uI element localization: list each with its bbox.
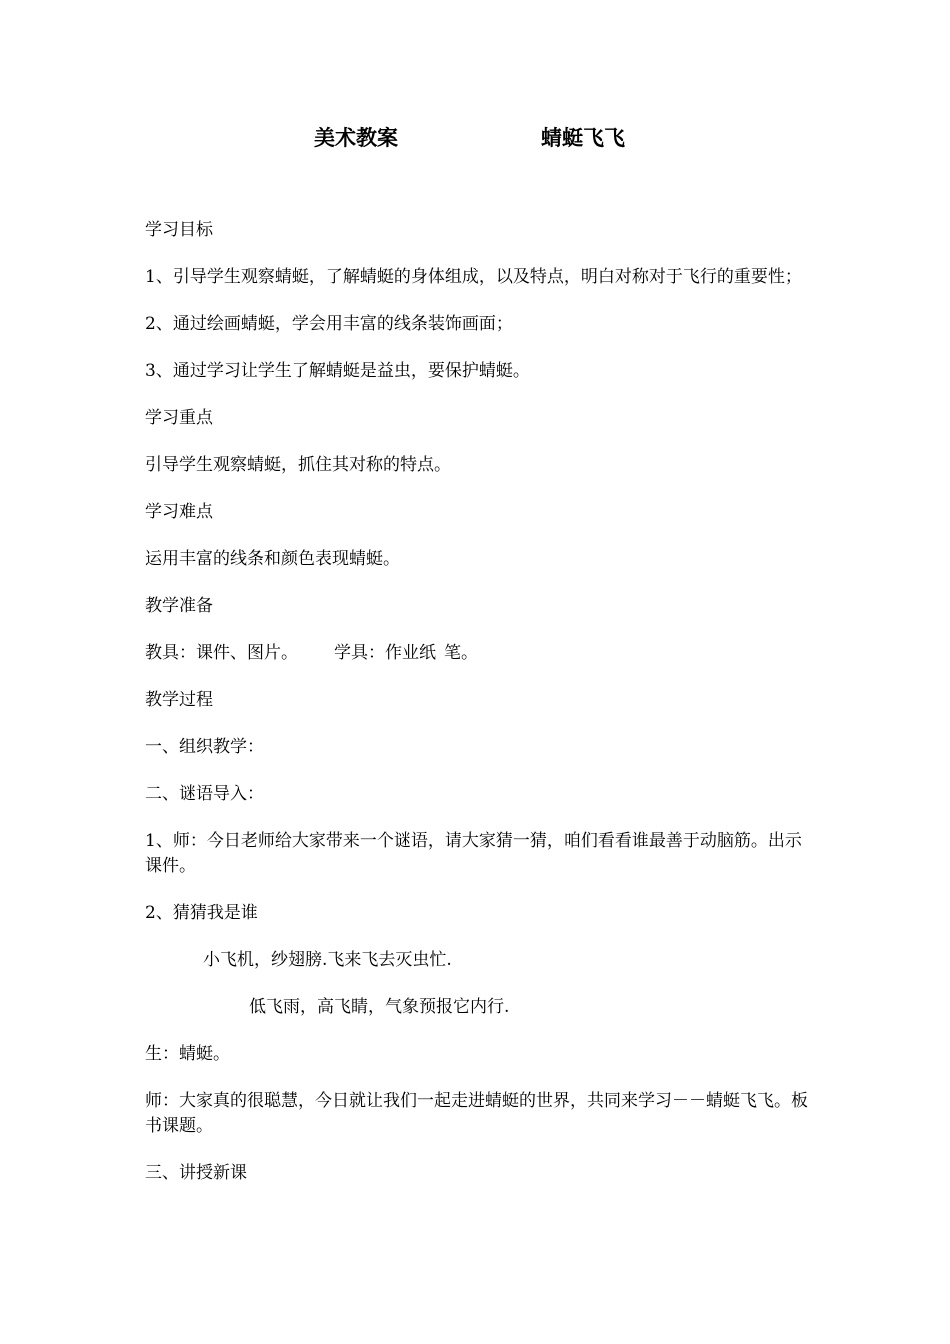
document-body (145, 218, 810, 1208)
heading-preparation: 教学准备 (145, 596, 213, 616)
student-tools: 学具：作业纸 (334, 643, 436, 663)
riddle-line-2: 低飞雨，高飞睛，气象预报它内行. (249, 997, 510, 1017)
heading-process: 教学过程 (145, 690, 213, 710)
heading-learning-goals: 学习目标 (145, 220, 213, 240)
heading-difficulties: 学习难点 (145, 502, 213, 522)
riddle-line-1: 小飞机，纱翅膀.飞来飞去灭虫忙. (203, 950, 452, 970)
difficulties-text: 运用丰富的线条和颜色表现蜻蜓。 (145, 549, 400, 569)
title-lesson-name: 蜻蜓飞飞 (541, 126, 625, 150)
riddle-step-1: 1、师：今日老师给大家带来一个谜语，请大家猜一猜，咱们看看谁最善于动脑筋。出示课件。 (145, 831, 802, 876)
student-answer: 生：蜻蜓。 (145, 1044, 230, 1064)
teacher-tools: 教具：课件、图片。 (145, 643, 298, 663)
student-tools-pen: 笔。 (444, 643, 478, 663)
title-subject: 美术教案 (314, 126, 398, 150)
goal-item-2: 2、通过绘画蜻蜓，学会用丰富的线条装饰画面； (145, 314, 513, 334)
teacher-response: 师：大家真的很聪慧，今日就让我们一起走进蜻蜓的世界，共同来学习－－蜻蜓飞飞。板书课题。 (145, 1091, 808, 1136)
heading-key-points: 学习重点 (145, 408, 213, 428)
step-riddle-intro: 二、谜语导入： (145, 784, 264, 804)
goal-item-3: 3、通过学习让学生了解蜻蜓是益虫，要保护蜻蜓。 (145, 361, 530, 381)
goal-item-1: 1、引导学生观察蜻蜓，了解蜻蜓的身体组成，以及特点，明白对称对于飞行的重要性； (145, 267, 802, 287)
step-new-lesson: 三、讲授新课 (145, 1163, 247, 1183)
document-title (0, 122, 950, 156)
key-points-text: 引导学生观察蜻蜓，抓住其对称的特点。 (145, 455, 451, 475)
step-organize: 一、组织教学： (145, 737, 264, 757)
preparation-text (145, 641, 810, 666)
riddle-step-2: 2、猜猜我是谁 (145, 903, 258, 923)
